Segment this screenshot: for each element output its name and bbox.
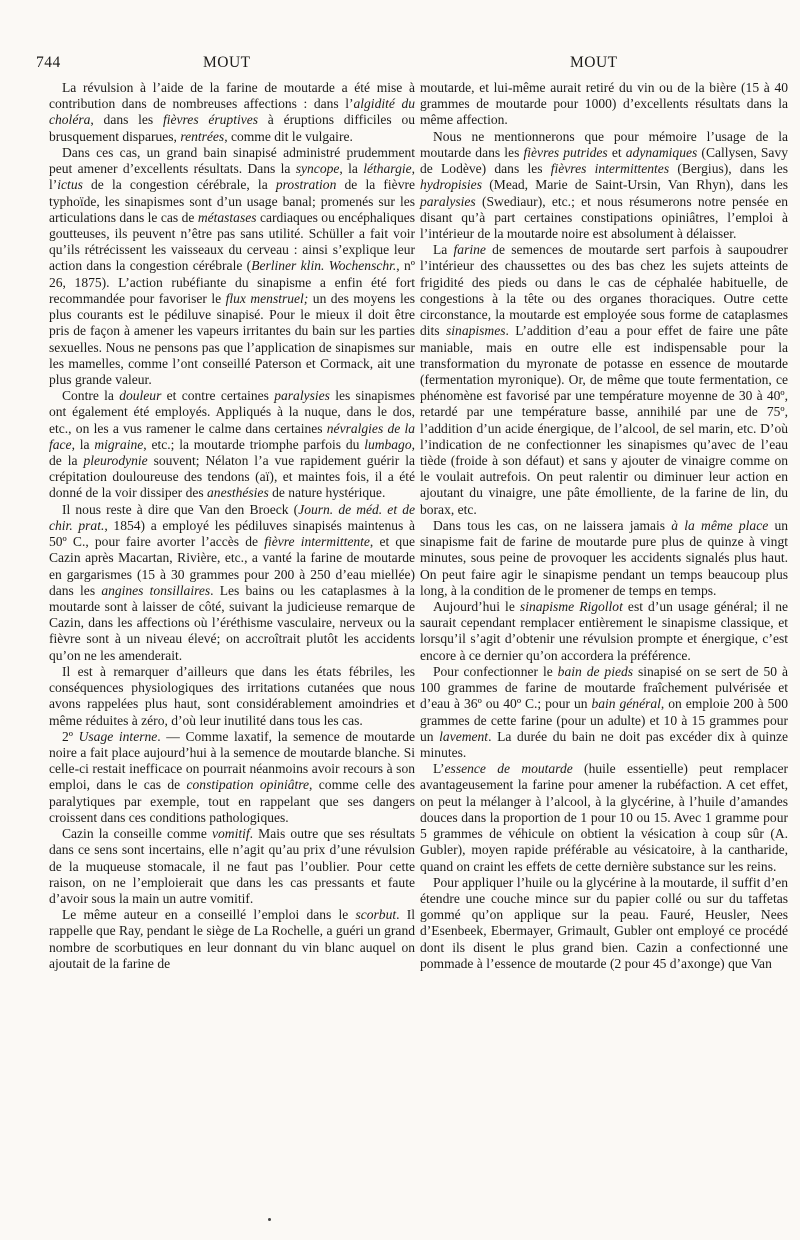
italic-term: à la même place bbox=[671, 517, 769, 533]
text-run: un sinapisme fait de farine de moutarde pure plus de quinze à vingt minutes, sous peine de provoquer les accidents signalés plus haut. On peut faire agir le sinapisme pendant un temps beaucoup plus long, à la condition de le promener de temps en temps. bbox=[420, 517, 788, 598]
text-run: Contre la bbox=[62, 388, 120, 404]
italic-term: anesthésies bbox=[207, 485, 269, 501]
text-run: (Swediaur), etc.; et nous résumerons notre pensée en disant qu’à part certaines constipations opiniâtres, l’emploi à l’intérieur de la moutarde noire est absolument à délaisser. bbox=[420, 193, 788, 241]
text-run: . Les bains ou les cataplasmes à la moutarde sont à laisser de côté, suivant la judicieuse remarque de Cazin, dans les affections où l’éréthisme vasculaire, nerveux ou la fièvre sont à un niveau élevé; on accroîtrait plutôt les accidents qu’on ne les amenderait. bbox=[49, 582, 415, 663]
italic-term: Berliner klin. Wochenschr. bbox=[251, 258, 397, 274]
paragraph bbox=[420, 599, 788, 664]
paragraph bbox=[49, 502, 415, 664]
text-run: un des moyens les plus courants est le pédiluve sinapisé. Pour le mieux il doit être pris de façon à amener les vapeurs irritantes du bain sur les parties sexuelles. Nous ne pensons pas que l’application de sinapismes sur les mamelles, comme l’ont conseillé Paterson et Cormack, ait une plus grande valeur. bbox=[49, 290, 415, 387]
italic-term: pleurodynie bbox=[83, 453, 148, 469]
text-run: , etc.; la moutarde triomphe parfois du bbox=[143, 436, 365, 452]
paragraph bbox=[49, 145, 415, 388]
italic-term: algidité du choléra bbox=[49, 96, 415, 128]
text-run: La révulsion à l’aide de la farine de moutarde a été mise à contribution dans de nombreuses affections : dans l’ bbox=[49, 80, 415, 112]
text-run: . — Comme laxatif, la semence de moutarde noire a fait place aujourd’hui à la semence de moutarde blanche. Si celle-ci restait inefficace on pourrait néanmoins avoir recours à son emploi, dans le cas de bbox=[49, 728, 415, 793]
text-run: (Mead, Marie de Saint-Ursin, Van Rhyn), dans les bbox=[481, 177, 788, 193]
page-number: 744 bbox=[36, 54, 61, 71]
text-run: Il est à remarquer d’ailleurs que dans les états fébriles, les conséquences physiologiques des irritations cutanées que nous avons rappelées plus haut, sont considérablement amoindries et même réduites à zéro, d’où leur inutilité dans tous les cas. bbox=[49, 663, 415, 728]
text-run: , la bbox=[339, 161, 364, 177]
paragraph bbox=[420, 242, 788, 518]
text-run: , comme celle des paralytiques par exemple, tout en rappelant que ses dangers croissent dans ces conditions pathologiques. bbox=[49, 777, 415, 825]
italic-term: bain général bbox=[591, 696, 661, 712]
running-head-left: MOUT bbox=[203, 54, 251, 71]
text-run: et contre certaines bbox=[161, 388, 275, 404]
italic-term: paralysies bbox=[420, 193, 476, 209]
paragraph bbox=[49, 729, 415, 826]
text-run: Nous ne mentionnerons que pour mémoire l’usage de la moutarde dans les bbox=[420, 128, 788, 160]
italic-term: fièvres putrides bbox=[523, 144, 608, 160]
text-run: 2º bbox=[62, 728, 79, 744]
text-run: , l’ bbox=[49, 161, 416, 193]
italic-term: léthargie bbox=[363, 161, 412, 177]
text-run: Cazin la conseille comme bbox=[62, 826, 213, 842]
italic-term: migraine bbox=[94, 436, 144, 452]
italic-term: constipation opiniâtre bbox=[186, 777, 310, 793]
italic-term: sinapisme Rigollot bbox=[519, 599, 623, 614]
text-run: , comme dit le vulgaire. bbox=[224, 128, 353, 144]
text-run: à éruptions difficiles ou brusquement disparues, bbox=[49, 112, 415, 144]
italic-term: vomitif bbox=[212, 826, 250, 842]
italic-term: flux menstruel; bbox=[225, 290, 309, 306]
italic-term: rentrées bbox=[180, 128, 225, 144]
paragraph bbox=[49, 80, 415, 145]
italic-term: syncope bbox=[295, 161, 340, 177]
italic-term: angines tonsillaires bbox=[101, 582, 211, 598]
italic-term: fièvre intermittente bbox=[264, 534, 370, 550]
italic-term: farine bbox=[453, 242, 486, 258]
italic-term: adynamiques bbox=[625, 144, 698, 160]
text-run: cardiaques ou encéphaliques goutteuses, ils peuvent n’être pas sans utilité. Schüller a fait voir qu’ils rétrécissent les vaisseaux du cerveau : ainsi s’explique leur action dans la congestion cérébrale ( bbox=[49, 209, 416, 274]
text-run: L’ bbox=[433, 761, 445, 777]
text-run: , nº 26, 1875). L’action rubéfiante du sinapisme a enfin été fort recommandée pour favoriser le bbox=[49, 258, 415, 306]
text-run: , 1854) a employé les pédiluves sinapisés maintenus à 50º C., pour faire avorter l’accès de bbox=[49, 517, 415, 550]
text-run: , dans les bbox=[90, 112, 163, 128]
text-run: , on emploie 200 à 500 grammes de cette farine (pour un adulte) et 10 à 15 grammes pour un bbox=[420, 696, 788, 744]
paragraph bbox=[420, 761, 788, 875]
italic-term: fièvres éruptives bbox=[162, 112, 259, 128]
paragraph bbox=[420, 875, 788, 972]
paragraph bbox=[420, 664, 788, 761]
text-run: (Callysen, Savy de Lodève) dans les bbox=[420, 144, 788, 177]
text-run: Pour appliquer l’huile ou la glycérine à la moutarde, il suffit d’en étendre une couche mince sur du papier collé ou sur du taffetas gommé qu’on applique sur la peau. Fauré, Heusler, Nees d’Esenbeek, Ebermayer, Grimault, Gubler ont employé ce procédé dont ils disent le plus grand bien. Cazin a confectionné une pommade à l’essence de moutarde (2 pour 45 d’axonge) que Van bbox=[420, 874, 788, 971]
text-run: , et que Cazin après Macartan, Rivière, etc., a vanté la farine de moutarde en gargarismes (15 à 30 grammes pour 200 à 250 d’eau miellée) dans les bbox=[49, 534, 415, 598]
paragraph bbox=[420, 129, 788, 243]
paragraph bbox=[49, 826, 415, 907]
text-run: . Mais outre que ses résultats dans ce sens sont incertains, elle n’agit qu’au prix d’une révulsion de la muqueuse stomacale, il ne faut pas l’oublier. Pour cette raison, on ne l’emploierait que dans les cas pressants et faute d’avoir sous la main un autre vomitif. bbox=[49, 826, 415, 906]
text-run: de nature hystérique. bbox=[268, 485, 386, 501]
italic-term: métastases bbox=[197, 209, 257, 225]
italic-term: fièvres intermittentes bbox=[550, 161, 670, 177]
text-run: de semences de moutarde sert parfois à saupoudrer l’intérieur des chaussettes ou des bas chez les sujets atteints de frigidité des pieds ou dans le cas de céphalée habituelle, de congestions à la tête ou des organes thoraciques. Outre cette circonstance, la moutarde est employée sous forme de cataplasmes dits bbox=[420, 242, 788, 339]
paragraph bbox=[49, 907, 415, 972]
text-run: Dans tous les cas, on ne laissera jamais bbox=[433, 517, 672, 533]
italic-term: bain de pieds bbox=[557, 663, 634, 679]
italic-term: douleur bbox=[119, 388, 162, 404]
text-run: les sinapismes ont également été employés. Appliqués à la nuque, dans le dos, etc., on les a vus ramener le calme dans certaines bbox=[49, 388, 415, 436]
print-mark bbox=[268, 1218, 271, 1221]
text-run: , de la bbox=[49, 436, 415, 469]
italic-term: Usage interne bbox=[78, 728, 158, 744]
paragraph bbox=[420, 518, 788, 599]
text-run: . L’addition d’eau a pour effet de faire une pâte maniable, mais en outre elle est indispensable pour la transformation du myronate de potasse en essence de moutarde (fermentation myronique). Or, de même que toute fermentation, ce phénomène est favorisé par une température moyenne de 30 à 40º, retardé par une température basse, annihilé par une de 75º, l’addition d’un acide énergique, de l’alcool, de sel marin, etc. D’où l’indication de ne confectionner les sinapismes qu’avec de l’eau tiède (froide à son défaut) et sans y ajouter de vinaigre comme on le voulait autrefois. On peut ralentir ou diminuer leur action en ajoutant du vinaigre, une pâte émolliente, de la farine de lin, du borax, etc. bbox=[420, 323, 788, 517]
italic-term: Journ. de méd. et de chir. prat. bbox=[49, 501, 415, 533]
text-run: moutarde, et lui-même aurait retiré du vin ou de la bière (15 à 40 grammes de moutarde pour 1000) d’excellents résultats dans la même affection. bbox=[420, 80, 788, 128]
text-run: (Bergius), dans les bbox=[669, 161, 788, 177]
text-run: Le même auteur en a conseillé l’emploi dans le bbox=[62, 907, 356, 923]
text-run: . Il rappelle que Ray, pendant le siège de La Rochelle, a guéri un grand nombre de scorbutiques en leur donnant du vin blanc auquel on ajoutait de la farine de bbox=[49, 907, 415, 971]
italic-term: ictus bbox=[57, 177, 83, 193]
italic-term: scorbut bbox=[355, 907, 397, 923]
left-column bbox=[49, 80, 415, 972]
italic-term: hydropisies bbox=[420, 177, 482, 193]
text-run: de la congestion cérébrale, la bbox=[82, 177, 276, 193]
paragraph bbox=[49, 388, 415, 502]
text-run: Dans ces cas, un grand bain sinapisé administré prudemment peut amener d’excellents résultats. Dans la bbox=[49, 144, 415, 177]
italic-term: paralysies bbox=[274, 388, 330, 404]
paragraph bbox=[49, 664, 415, 729]
running-head-right: MOUT bbox=[570, 54, 618, 71]
text-run: sinapisé on se sert de 50 à 100 grammes de farine de moutarde fraîchement pulvérisée et d’eau à 36º ou 40º C.; pour un bbox=[420, 663, 789, 712]
text-run: Pour confectionner le bbox=[433, 663, 558, 679]
italic-term: sinapismes bbox=[446, 323, 506, 339]
right-column bbox=[420, 80, 788, 972]
italic-term: lavement bbox=[439, 728, 489, 744]
text-run: (huile essentielle) peut remplacer avantageusement la farine pour amener la rubéfaction. A cet effet, on peut la mélanger à l’alcool, à la glycérine, à l’huile d’amandes douces dans la proportion de 1 pour 10 ou 15. Avec 1 gramme pour 5 grammes de véhicule on obtient la vésication à coup sûr (A. Gubler), moyen rapide préférable au vésicatoire, à la cantharide, quand on craint les effets de cette dernière substance sur les reins. bbox=[420, 761, 788, 874]
text-run: Aujourd’hui le bbox=[433, 599, 520, 614]
italic-term: névralgies de la face bbox=[49, 420, 416, 452]
text-run: Il nous reste à dire que Van den Broeck ( bbox=[62, 501, 299, 517]
text-run: , la bbox=[71, 436, 95, 452]
italic-term: lumbago bbox=[364, 436, 412, 452]
italic-term: essence de moutarde bbox=[444, 761, 573, 777]
text-run: de la fièvre typhoïde, les sinapismes sont d’un usage banal; promenés sur les articulations dans le cas de bbox=[49, 177, 415, 225]
text-run: est d’un usage général; il ne saurait cependant remplacer entièrement le sinapisme classique, et lorsqu’il s’agit d’obtenir une révulsion prompte et énergique, c’est encore à ce dernier qu’on accordera la préférence. bbox=[420, 599, 788, 663]
text-run: souvent; Nélaton l’a vue rapidement guérir la crépitation douloureuse des tendons (aï), et maintes fois, il a été donné de la voir dissiper des bbox=[49, 453, 415, 501]
paragraph bbox=[420, 80, 788, 129]
italic-term: prostration bbox=[275, 177, 337, 193]
text-run: La bbox=[433, 242, 454, 258]
text-run: . La durée du bain ne doit pas excéder dix à quinze minutes. bbox=[420, 728, 788, 760]
text-run: et bbox=[607, 144, 626, 160]
